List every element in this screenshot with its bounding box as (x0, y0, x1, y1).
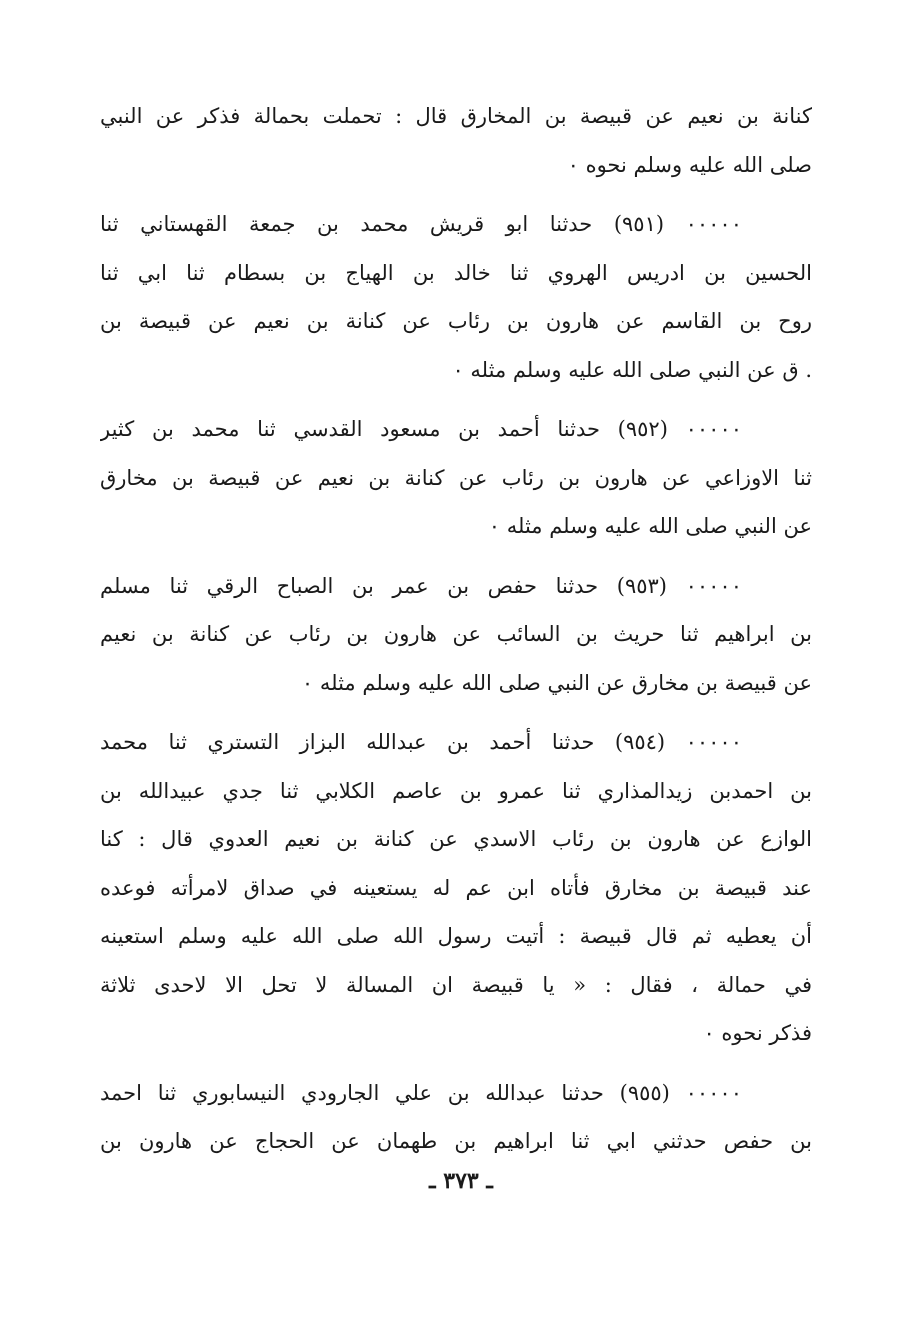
text-line: روح بن القاسم عن هارون بن رئاب عن كنانة بن نعيم عن قبيصة بن (100, 309, 812, 333)
text-line: الوازع عن هارون بن رئاب الاسدي عن كنانة بن نعيم العدوي قال : كنا (100, 827, 812, 851)
text-line: عن النبي صلى الله عليه وسلم مثله ٠ (488, 514, 812, 538)
hadith-951-heading: ٠٠٠٠٠ (٩٥١) حدثنا ابو قريش محمد بن جمعة القهستاني ثنا (100, 212, 742, 236)
text-line: عند قبيصة بن مخارق فأتاه ابن عم له يستعينه في صداق لامرأته فوعده (100, 875, 812, 900)
text-line: أن يعطيه ثم قال قبيصة : أتيت رسول الله صلى الله عليه وسلم استعينه (100, 924, 812, 948)
text-line: عن قبيصة بن مخارق عن النبي صلى الله عليه وسلم مثله ٠ (301, 670, 812, 695)
text-line: بن ابراهيم ثنا حريث بن السائب عن هارون بن رئاب عن كنانة بن نعيم (100, 622, 812, 646)
hadith-954-heading: ٠٠٠٠٠ (٩٥٤) حدثنا أحمد بن عبدالله البزاز التستري ثنا محمد (100, 730, 742, 754)
text-line: . ق عن النبي صلى الله عليه وسلم مثله ٠ (452, 357, 812, 382)
hadith-955-heading: ٠٠٠٠٠ (٩٥٥) حدثنا عبدالله بن علي الجارودي النيسابوري ثنا احمد (100, 1080, 742, 1105)
text-line: في حمالة ، فقال : « يا قبيصة ان المسالة لا تحل الا لاحدى ثلاثة (100, 972, 812, 997)
text-body (100, 92, 812, 1166)
hadith-953-heading: ٠٠٠٠٠ (٩٥٣) حدثنا حفص بن عمر بن الصباح الرقي ثنا مسلم (100, 573, 742, 598)
page-number: ـ ٣٧٣ ـ (429, 1168, 493, 1194)
text-line: الحسين بن ادريس الهروي ثنا خالد بن الهياج بن بسطام ثنا ابي ثنا (100, 260, 812, 285)
text-line: بن احمدبن زيدالمذاري ثنا عمرو بن عاصم الكلابي ثنا جدي عبيدالله بن (100, 778, 812, 803)
text-line: فذكر نحوه ٠ (703, 1021, 812, 1045)
text-line: بن حفص حدثني ابي ثنا ابراهيم بن طهمان عن الحجاج عن هارون بن (100, 1129, 812, 1153)
text-line: صلى الله عليه وسلم نحوه ٠ (567, 152, 812, 177)
hadith-952-heading: ٠٠٠٠٠ (٩٥٢) حدثنا أحمد بن مسعود القدسي ثنا محمد بن كثير (100, 417, 743, 441)
text-line: ثنا الاوزاعي عن هارون بن رئاب عن كنانة بن نعيم عن قبيصة بن مخارق (100, 465, 812, 490)
text-line: كنانة بن نعيم عن قبيصة بن المخارق قال : تحملت بحمالة فذكر عن النبي (100, 104, 812, 128)
